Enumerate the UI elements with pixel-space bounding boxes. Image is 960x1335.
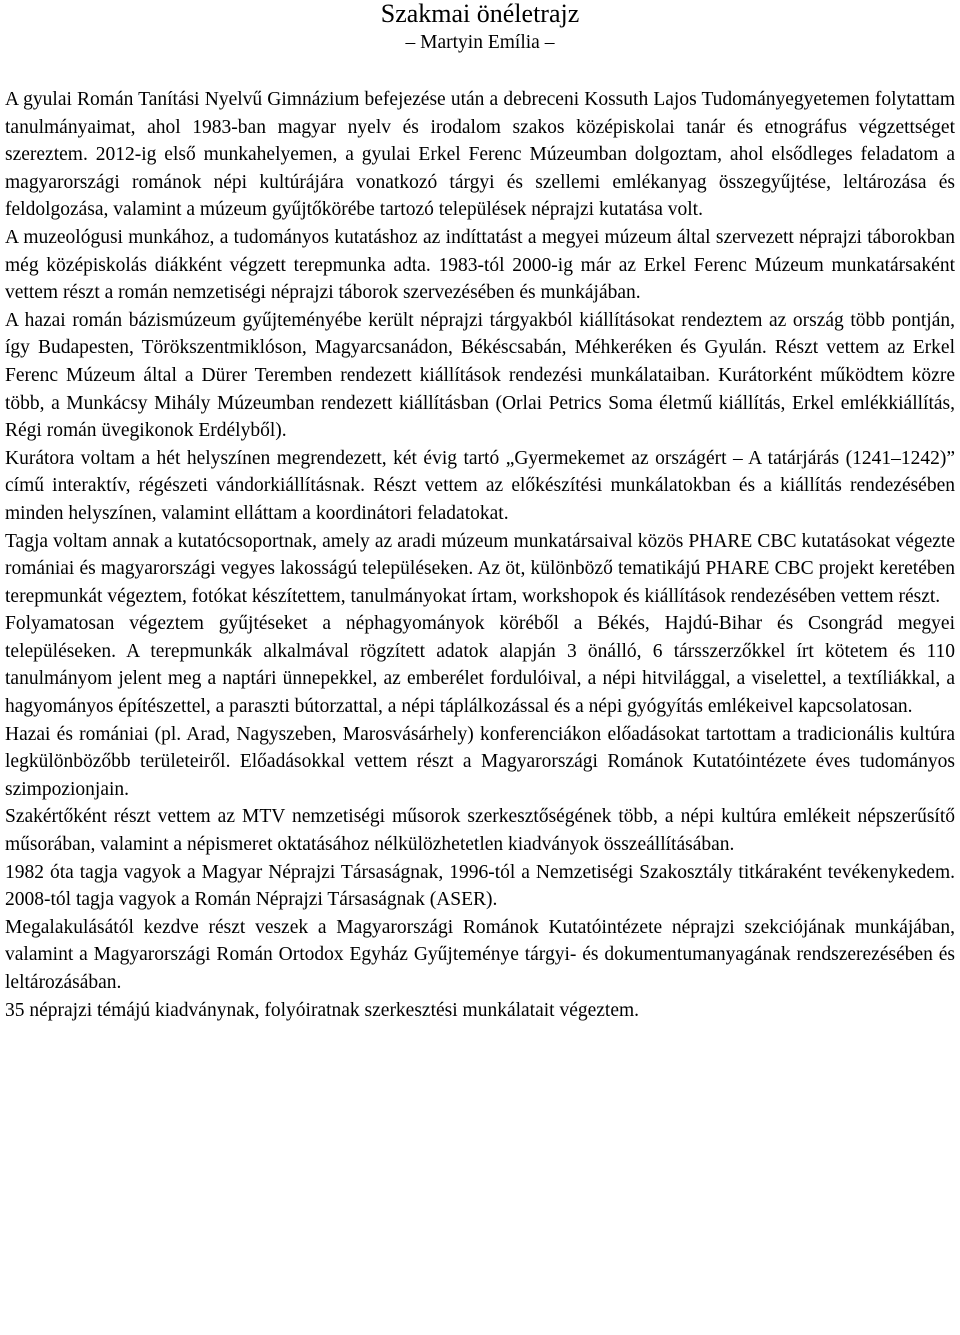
paragraph: Megalakulásától kezdve részt veszek a Magyarországi Románok Kutatóintézete néprajzi szekciójának munkájában, valamint a Magyarországi Román Ortodox Egyház Gyűjteménye tárgyi- és dokumentumanyagának rendszerezésében és leltározásában.	[5, 916, 955, 993]
paragraph: 35 néprajzi témájú kiadványnak, folyóiratnak szerkesztési munkálatait végeztem.	[5, 999, 640, 1021]
document-subtitle: – Martyin Emília –	[405, 32, 555, 53]
paragraph: Kurátora voltam a hét helyszínen megrendezett, két évig tartó „Gyermekemet az országért – A tatárjárás (1241–1242)” című interaktív, régészeti vándorkiállításnak. Részt vettem az előkészítési munkálatokban és a kiállítás rendezésében minden helyszínen, valamint elláttam a koordinátori feladatokat.	[5, 447, 955, 524]
paragraph: A hazai román bázismúzeum gyűjteményébe került néprajzi tárgyakból kiállításokat rendeztem az ország több pontján, így Budapesten, Törökszentmiklóson, Magyarcsanádon, Békéscsabán, Méhkeréken és Gyulán. Részt vettem az Erkel Ferenc Múzeum által a Dürer Teremben rendezett kiállítások rendezési munkálataiban. Kurátorként működtem közre több, a Munkácsy Mihály Múzeumban rendezett kiállításban (Orlai Petrics Soma életmű kiállítás, Erkel emlékkiállítás, Régi román üvegikonok Erdélyből).	[5, 309, 955, 442]
document-title: Szakmai önéletrajz	[380, 0, 580, 28]
paragraph: 1982 óta tagja vagyok a Magyar Néprajzi Társaságnak, 1996-tól a Nemzetiségi Szakosztály titkáraként tevékenykedem. 2008-tól tagja vagyok a Román Néprajzi Társaságnak (ASER).	[5, 861, 955, 911]
paragraph: Hazai és romániai (pl. Arad, Nagyszeben, Marosvásárhely) konferenciákon előadásokat tartottam a tradicionális kultúra legkülönbözőbb területeiről. Előadásokkal vettem részt a Magyarországi Románok Kutatóintézete éves tudományos szimpozionjain.	[5, 723, 955, 800]
document-page	[5, 0, 955, 1024]
paragraph: Tagja voltam annak a kutatócsoportnak, amely az aradi múzeum munkatársaival közös PHARE CBC kutatásokat végezte romániai és magyarországi vegyes lakosságú településeken. Az öt, különböző tematikájú PHARE CBC projekt keretében terepmunkát végeztem, fotókat készítettem, tanulmányokat írtam, workshopok és kiállítások rendezésében vettem részt.	[5, 530, 955, 607]
document-body	[5, 86, 955, 1024]
paragraph-text: 2012-ig első munkahelyemen, a gyulai Erkel Ferenc Múzeumban dolgoztam, ahol elsődleges feladatom a magyarországi románok népi kultúrájára vonatkozó tárgyi és szellemi emlékanyag összegyűjtése, leltározása és feldolgozása, valamint a múzeum gyűjtőkörébe tartozó települések néprajzi kutatása volt.	[5, 144, 956, 221]
paragraph	[5, 86, 955, 224]
paragraph: A muzeológusi munkához, a tudományos kutatáshoz az indíttatást a megyei múzeum által szervezett néprajzi táborokban még középiskolás diákként végzett terepmunka adta. 1983-tól 2000-ig már az Erkel Ferenc Múzeum munkatársaként vettem részt a román nemzetiségi néprajzi táborok szervezésében és munkájában.	[5, 226, 955, 304]
paragraph: Folyamatosan végeztem gyűjtéseket a néphagyományok köréből a Békés, Hajdú-Bihar és Csongrád megyei településeken. A terepmunkák alkalmával rögzített adatok alapján 3 önálló, 6 társszerzőkkel írt kötetem és 110 tanulmányom jelent meg a naptári ünnepekkel, az emberélet fordulóival, a népi hitvilággal, a viselettel, a textíliákkal, a hagyományos építészettel, a paraszti bútorzattal, a népi táplálkozással és a népi gyógyítás emlékeivel kapcsolatosan.	[5, 613, 955, 718]
paragraph-text: A gyulai Román Tanítási Nyelvű Gimnázium befejezése után a debreceni Kossuth Lajos Tudományegyetemen folytattam tanulmányaimat, ahol 1983-ban magyar nyelv és irodalom szakos középiskolai tanár és etnográfus végzettséget szereztem.	[5, 89, 955, 166]
paragraph: Szakértőként részt vettem az MTV nemzetiségi műsorok szerkesztőségének több, a népi kultúra emlékeit népszerűsítő műsorában, valamint a népismeret oktatásához nélkülözhetetlen kiadványok összeállításában.	[5, 806, 955, 856]
